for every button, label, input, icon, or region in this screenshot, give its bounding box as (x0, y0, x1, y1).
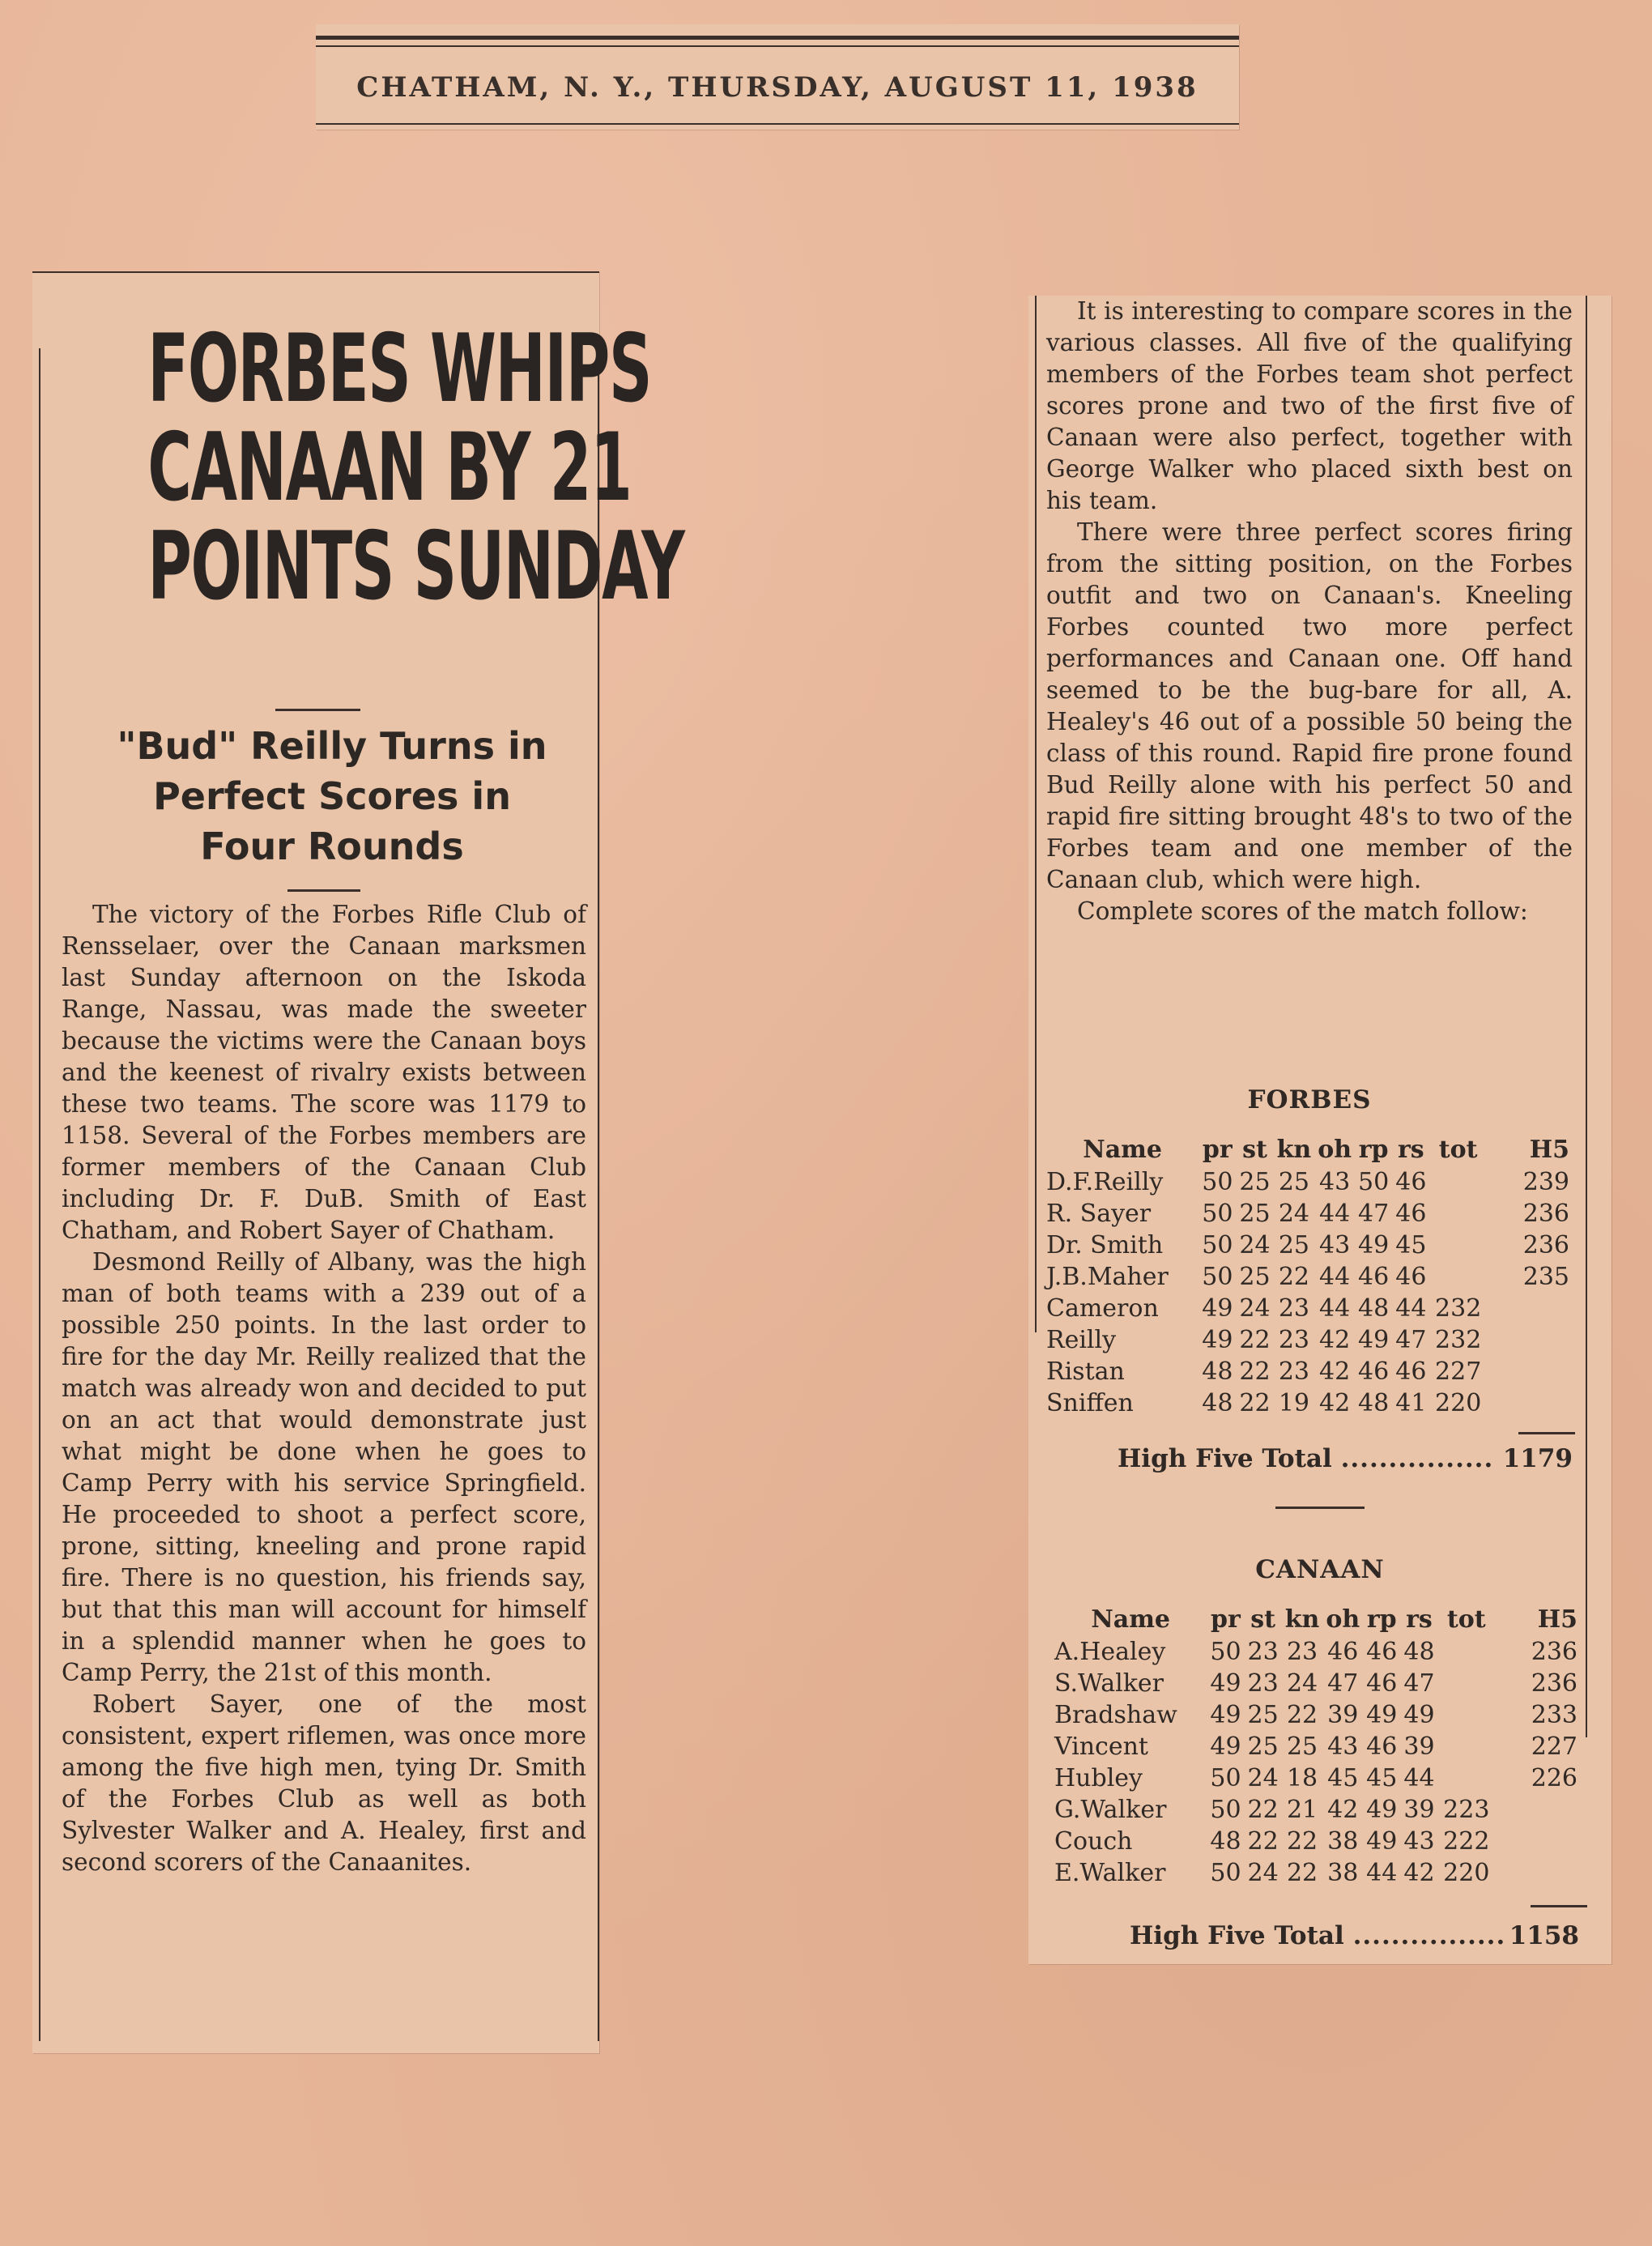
score-cell-h5: 236 (1531, 1638, 1577, 1666)
total-label: High Five Total (1118, 1444, 1332, 1473)
score-cell-tot (1438, 1699, 1495, 1731)
article-body (62, 899, 586, 1878)
score-cell-tot (1438, 1636, 1495, 1668)
score-cell-kn: 24 (1278, 1200, 1309, 1228)
score-cell-oh: 38 (1327, 1827, 1359, 1856)
headline (147, 314, 684, 621)
table-row (1054, 1699, 1581, 1731)
shooter-name: S.Walker (1054, 1669, 1164, 1698)
score-cell-st: 23 (1247, 1638, 1279, 1666)
score-cell-kn: 22 (1286, 1827, 1318, 1856)
dateline-rule (316, 123, 1239, 125)
table-row (1054, 1857, 1581, 1889)
paragraph: Complete scores of the match follow: (1077, 897, 1528, 925)
table-row (1046, 1356, 1573, 1387)
score-cell-h5 (1495, 1857, 1581, 1889)
subheadline (57, 721, 607, 872)
column-header: kn (1276, 1136, 1312, 1164)
subhead-line: Four Rounds (200, 825, 464, 868)
score-cell-tot: 220 (1435, 1389, 1482, 1417)
score-cell-rs: 46 (1395, 1357, 1427, 1386)
score-cell-h5: 227 (1531, 1732, 1577, 1761)
score-cell-rp: 46 (1366, 1669, 1398, 1698)
score-cell-tot (1429, 1166, 1486, 1198)
score-cell-rp: 46 (1358, 1357, 1390, 1386)
column-rule (32, 271, 599, 273)
score-cell-oh: 43 (1319, 1168, 1351, 1196)
score-cell-pr: 50 (1202, 1200, 1233, 1228)
table-row (1054, 1668, 1581, 1699)
subhead-line: Perfect Scores in (153, 774, 511, 818)
shooter-name: G.Walker (1054, 1796, 1167, 1824)
shooter-name: D.F.Reilly (1046, 1168, 1164, 1196)
score-cell-tot (1438, 1731, 1495, 1762)
score-cell-st: 25 (1247, 1732, 1279, 1761)
column-rule (1035, 296, 1037, 1332)
score-cell-h5: 226 (1531, 1764, 1577, 1792)
score-cell-kn: 23 (1278, 1357, 1309, 1386)
score-cell-kn: 18 (1286, 1764, 1318, 1792)
shooter-name: Vincent (1054, 1732, 1148, 1761)
score-cell-rs: 44 (1395, 1294, 1427, 1323)
article-clipping-right (1028, 296, 1612, 1964)
table-row (1046, 1324, 1573, 1356)
score-cell-oh: 42 (1319, 1326, 1351, 1354)
high-five-total-forbes (1118, 1444, 1573, 1473)
score-cell-rp: 49 (1358, 1231, 1390, 1259)
score-cell-st: 23 (1247, 1669, 1279, 1698)
score-cell-rp: 50 (1358, 1168, 1390, 1196)
divider (287, 889, 360, 892)
score-cell-tot (1429, 1261, 1486, 1293)
score-cell-rp: 49 (1366, 1827, 1398, 1856)
score-cell-h5: 239 (1522, 1168, 1569, 1196)
subhead-line: "Bud" Reilly Turns in (117, 724, 547, 768)
column-header: H5 (1537, 1605, 1577, 1634)
shooter-name: Hubley (1054, 1764, 1143, 1792)
score-cell-tot: 227 (1435, 1357, 1482, 1386)
score-cell-tot (1429, 1230, 1486, 1261)
score-cell-kn: 25 (1278, 1168, 1309, 1196)
score-cell-h5 (1487, 1387, 1573, 1419)
column-header: Name (1083, 1136, 1162, 1164)
score-cell-rp: 46 (1366, 1732, 1398, 1761)
shooter-name: J.B.Maher (1046, 1263, 1169, 1291)
paragraph: There were three perfect scores firing from the sitting position, on the Forbes outfit and two on Canaan's. Kneeling Forbes counted two more perfect performances and Canaan one. Off hand seemed to be the bug-bare for all, A. Healey's 46 out of a possible 50 being the class of this round. Rapid fire prone found Bud Reilly alone with his perfect 50 and rapid fire sitting brought 48's to two of the Forbes team and one member of the Canaan club, which were high. (1046, 518, 1573, 893)
score-cell-rs: 46 (1395, 1200, 1427, 1228)
score-cell-oh: 42 (1319, 1357, 1351, 1386)
headline-line: POINTS SUNDAY (147, 512, 684, 621)
score-cell-pr: 49 (1210, 1669, 1241, 1698)
column-header: tot (1438, 1136, 1478, 1164)
score-cell-oh: 39 (1327, 1701, 1359, 1729)
table-row (1054, 1762, 1581, 1794)
score-cell-h5: 236 (1522, 1200, 1569, 1228)
shooter-name: Sniffen (1046, 1389, 1134, 1417)
score-cell-h5: 236 (1531, 1669, 1577, 1698)
score-cell-oh: 42 (1319, 1389, 1351, 1417)
shooter-name: Reilly (1046, 1326, 1117, 1354)
score-cell-st: 25 (1239, 1263, 1271, 1291)
column-rule (39, 348, 40, 2041)
score-cell-h5: 235 (1522, 1263, 1569, 1291)
shooter-name: R. Sayer (1046, 1200, 1152, 1228)
score-cell-pr: 49 (1202, 1326, 1233, 1354)
score-cell-rs: 47 (1395, 1326, 1427, 1354)
score-cell-tot: 232 (1435, 1294, 1482, 1323)
score-cell-rp: 44 (1366, 1859, 1398, 1887)
score-cell-h5 (1487, 1293, 1573, 1324)
score-cell-oh: 45 (1327, 1764, 1359, 1792)
score-cell-pr: 50 (1210, 1859, 1241, 1887)
score-cell-oh: 44 (1319, 1263, 1351, 1291)
score-cell-rs: 39 (1403, 1732, 1435, 1761)
score-cell-pr: 49 (1202, 1294, 1233, 1323)
column-header: rp (1358, 1136, 1389, 1164)
leader-dots: ................ (1340, 1444, 1494, 1473)
column-header: rs (1397, 1136, 1424, 1164)
shooter-name: Ristan (1046, 1357, 1125, 1386)
shooter-name: A.Healey (1054, 1638, 1166, 1666)
score-cell-tot: 232 (1435, 1326, 1482, 1354)
score-cell-st: 22 (1239, 1357, 1271, 1386)
table-row (1054, 1794, 1581, 1826)
score-cell-oh: 43 (1319, 1231, 1351, 1259)
score-cell-pr: 50 (1210, 1796, 1241, 1824)
score-cell-rp: 49 (1358, 1326, 1390, 1354)
column-header: st (1242, 1136, 1267, 1164)
score-cell-h5 (1487, 1324, 1573, 1356)
column-header: pr (1202, 1136, 1233, 1164)
score-cell-kn: 23 (1278, 1326, 1309, 1354)
score-cell-rp: 49 (1366, 1796, 1398, 1824)
table-row (1046, 1387, 1573, 1419)
score-cell-st: 25 (1247, 1701, 1279, 1729)
score-cell-st: 24 (1247, 1859, 1279, 1887)
team-heading-canaan: CANAAN (1255, 1555, 1385, 1584)
column-header: oh (1318, 1136, 1352, 1164)
score-cell-kn: 19 (1278, 1389, 1309, 1417)
dateline-rule (316, 36, 1239, 40)
score-cell-rs: 49 (1403, 1701, 1435, 1729)
score-cell-kn: 25 (1286, 1732, 1318, 1761)
score-cell-pr: 48 (1210, 1827, 1241, 1856)
paragraph: Robert Sayer, one of the most consistent, expert riflemen, was once more among the five high men, tying Dr. Smith of the Forbes Club as well as both Sylvester Walker and A. Healey, first and second scorers of the Canaanites. (62, 1690, 586, 1876)
score-cell-rp: 48 (1358, 1294, 1390, 1323)
headline-line: CANAAN BY 21 (147, 413, 632, 522)
score-cell-kn: 23 (1278, 1294, 1309, 1323)
score-cell-pr: 50 (1210, 1638, 1241, 1666)
column-header: rp (1366, 1605, 1397, 1634)
shooter-name: Couch (1054, 1827, 1133, 1856)
column-header: st (1250, 1605, 1276, 1634)
score-cell-oh: 38 (1327, 1859, 1359, 1887)
score-cell-rs: 39 (1403, 1796, 1435, 1824)
score-cell-pr: 49 (1210, 1732, 1241, 1761)
score-cell-rs: 46 (1395, 1168, 1427, 1196)
column-header: H5 (1529, 1136, 1569, 1164)
table-header-row (1046, 1134, 1573, 1166)
score-cell-h5: 236 (1522, 1231, 1569, 1259)
score-cell-h5 (1487, 1356, 1573, 1387)
score-cell-tot (1438, 1668, 1495, 1699)
table-row (1054, 1826, 1581, 1857)
column-rule (1586, 296, 1587, 1737)
total-value: 1158 (1509, 1921, 1579, 1950)
score-cell-rs: 43 (1403, 1827, 1435, 1856)
score-cell-st: 24 (1239, 1294, 1271, 1323)
column-header: tot (1446, 1605, 1486, 1634)
score-cell-h5 (1495, 1826, 1581, 1857)
score-cell-rp: 45 (1366, 1764, 1398, 1792)
score-cell-oh: 43 (1327, 1732, 1359, 1761)
score-cell-pr: 49 (1210, 1701, 1241, 1729)
score-cell-rs: 44 (1403, 1764, 1435, 1792)
team-heading-forbes: FORBES (1247, 1085, 1372, 1114)
score-cell-kn: 23 (1286, 1638, 1318, 1666)
score-cell-rs: 42 (1403, 1859, 1435, 1887)
score-cell-st: 25 (1239, 1168, 1271, 1196)
score-cell-rp: 48 (1358, 1389, 1390, 1417)
score-cell-tot: 222 (1443, 1827, 1490, 1856)
score-cell-oh: 42 (1327, 1796, 1359, 1824)
score-cell-kn: 22 (1278, 1263, 1309, 1291)
score-cell-oh: 47 (1327, 1669, 1359, 1698)
score-cell-tot: 220 (1443, 1859, 1490, 1887)
total-value: 1179 (1502, 1444, 1573, 1473)
dateline-clipping (316, 24, 1239, 130)
score-cell-rs: 45 (1395, 1231, 1427, 1259)
score-cell-kn: 22 (1286, 1859, 1318, 1887)
score-cell-kn: 22 (1286, 1701, 1318, 1729)
score-cell-tot: 223 (1443, 1796, 1490, 1824)
score-cell-st: 22 (1247, 1796, 1279, 1824)
high-five-total-canaan (1130, 1921, 1579, 1950)
headline-line: FORBES WHIPS (147, 314, 652, 424)
paragraph: Desmond Reilly of Albany, was the high man of both teams with a 239 out of a possible 250 points. In the last order to fire for the day Mr. Reilly realized that the match was already won and decided to put on an act that would demonstrate just what might be done when he goes to Camp Perry with his service Springfield. He proceeded to shoot a perfect score, prone, sitting, kneeling and prone rapid fire. There is no question, his friends say, but that this man will account for himself in a splendid manner when he goes to Camp Perry, the 21st of this month. (62, 1248, 586, 1686)
table-row (1046, 1198, 1573, 1230)
score-cell-h5: 233 (1531, 1701, 1577, 1729)
score-cell-rs: 41 (1395, 1389, 1427, 1417)
score-cell-h5 (1495, 1794, 1581, 1826)
score-cell-st: 24 (1239, 1231, 1271, 1259)
score-cell-st: 22 (1239, 1326, 1271, 1354)
scores-table-canaan (1054, 1604, 1581, 1889)
score-cell-rp: 49 (1366, 1701, 1398, 1729)
score-cell-st: 22 (1239, 1389, 1271, 1417)
column-header: rs (1406, 1605, 1433, 1634)
dateline: CHATHAM, N. Y., THURSDAY, AUGUST 11, 1938 (356, 71, 1199, 104)
score-cell-pr: 48 (1202, 1357, 1233, 1386)
score-cell-rp: 46 (1366, 1638, 1398, 1666)
divider (1275, 1507, 1365, 1509)
leader-dots: ................ (1352, 1921, 1506, 1950)
score-cell-rp: 47 (1358, 1200, 1390, 1228)
article-clipping-left (32, 271, 684, 2053)
score-cell-pr: 50 (1210, 1764, 1241, 1792)
score-cell-rs: 47 (1403, 1669, 1435, 1698)
score-cell-rs: 46 (1395, 1263, 1427, 1291)
score-cell-pr: 48 (1202, 1389, 1233, 1417)
score-cell-st: 25 (1239, 1200, 1271, 1228)
column-header: oh (1326, 1605, 1360, 1634)
paragraph: The victory of the Forbes Rifle Club of Rensselaer, over the Canaan marksmen last Sunday afternoon on the Iskoda Range, Nassau, was made the sweeter because the victims were the Canaan boys and the keenest of rivalry exists between these two teams. The score was 1179 to 1158. Several of the Forbes members are former members of the Canaan Club including Dr. F. DuB. Smith of East Chatham, and Robert Sayer of Chatham. (62, 901, 586, 1244)
score-cell-pr: 50 (1202, 1263, 1233, 1291)
table-row (1046, 1261, 1573, 1293)
table-row (1054, 1731, 1581, 1762)
shooter-name: E.Walker (1054, 1859, 1166, 1887)
shooter-name: Dr. Smith (1046, 1231, 1164, 1259)
score-cell-rp: 46 (1358, 1263, 1390, 1291)
score-cell-st: 22 (1247, 1827, 1279, 1856)
column-header: Name (1091, 1605, 1171, 1634)
scores-table-forbes (1046, 1134, 1573, 1419)
table-row (1046, 1230, 1573, 1261)
table-row (1046, 1293, 1573, 1324)
total-rule (1518, 1432, 1575, 1434)
score-cell-rs: 48 (1403, 1638, 1435, 1666)
table-row (1046, 1166, 1573, 1198)
column-header: pr (1211, 1605, 1241, 1634)
score-cell-oh: 44 (1319, 1200, 1351, 1228)
total-label: High Five Total (1130, 1921, 1344, 1950)
score-cell-kn: 24 (1286, 1669, 1318, 1698)
score-cell-tot (1429, 1198, 1486, 1230)
score-cell-oh: 44 (1319, 1294, 1351, 1323)
article-body-continued (1046, 296, 1573, 927)
score-cell-st: 24 (1247, 1764, 1279, 1792)
score-cell-tot (1438, 1762, 1495, 1794)
table-row (1054, 1636, 1581, 1668)
shooter-name: Cameron (1046, 1294, 1159, 1323)
score-cell-kn: 21 (1286, 1796, 1318, 1824)
total-rule (1531, 1905, 1587, 1907)
shooter-name: Bradshaw (1054, 1701, 1177, 1729)
column-header: kn (1284, 1605, 1320, 1634)
divider (275, 709, 360, 711)
score-cell-pr: 50 (1202, 1231, 1233, 1259)
score-cell-pr: 50 (1202, 1168, 1233, 1196)
paragraph: It is interesting to compare scores in the various classes. All five of the qualifying members of the Forbes team shot perfect scores prone and two of the first five of Canaan were also perfect, together with George Walker who placed sixth best on his team. (1046, 297, 1573, 514)
score-cell-kn: 25 (1278, 1231, 1309, 1259)
table-header-row (1054, 1604, 1581, 1636)
dateline-rule (316, 45, 1239, 47)
score-cell-oh: 46 (1327, 1638, 1359, 1666)
